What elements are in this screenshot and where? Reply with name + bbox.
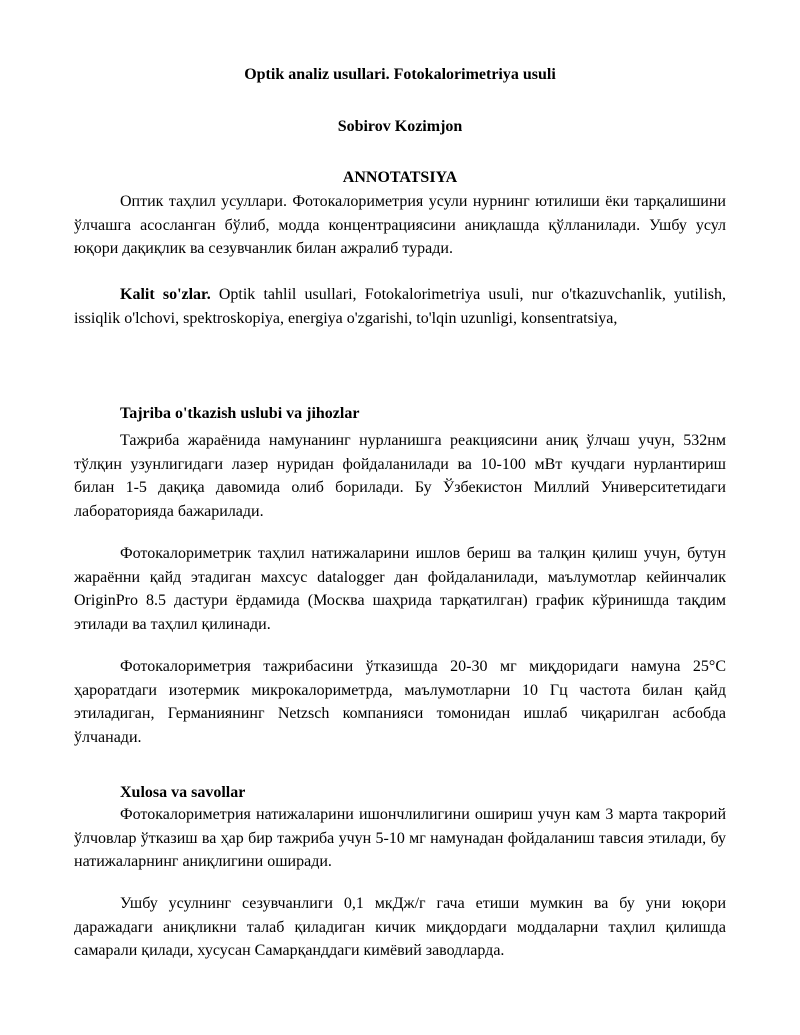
keywords-text [74, 283, 726, 330]
author-name: Sobirov Kozimjon [337, 118, 463, 135]
method-text-2: Фотокалориметрик таҳлил натижаларини ишлов бериш ва талқин қилиш учун, бутун жараённи қайд этадиган махсус datalogger дан фойдаланилади, маълумотлар кейинчалик OriginPro 8.5 дастури ёрдамида (Москва шаҳрида тарқатилган) график кўринишда тақдим этилади ва таҳлил қилинади. [74, 545, 726, 633]
method-text-1: Тажриба жараёнида намунанинг нурланишга реакциясини аниқ ўлчаш учун, 532нм тўлқин узунлигидаги лазер нуридан фойдаланилади ва 10-100 мВт кучдаги нурлантириш билан 1-5 дақиқа давомида олиб борилади. Бу Ўзбекистон Миллий Университетидаги лабораторияда бажарилади. [74, 432, 726, 520]
conclusion-paragraph-1 [74, 803, 726, 874]
keywords-label: Kalit so'zlar. [120, 286, 211, 303]
annotation-heading: ANNOTATSIYA [342, 169, 458, 186]
method-paragraph-2 [74, 542, 726, 636]
conclusion-heading: Xulosa va savollar [120, 784, 246, 801]
method-paragraph-1 [74, 429, 726, 523]
method-paragraph-3 [74, 655, 726, 749]
annotation-text: Оптик таҳлил усуллари. Фотокалориметрия усули нурнинг ютилиши ёки тарқалишини ўлчашга асосланган бўлиб, модда концентрациясини аниқлашда қўлланилади. Ушбу усул юқори дақиқлик ва сезувчанлик билан ажралиб туради. [74, 193, 726, 258]
method-heading: Tajriba o'tkazish uslubi va jihozlar [120, 405, 360, 422]
keywords-paragraph [74, 283, 726, 330]
conclusion-text-2: Ушбу усулнинг сезувчанлиги 0,1 мкДж/г гача етиши мумкин ва бу уни юқори даражадаги аниқликни талаб қиладиган кичик миқдордаги моддаларни таҳлил қилишда самарали қилади, хусусан Самарқанддаги кимёвий заводларда. [74, 895, 726, 960]
annotation-paragraph [74, 190, 726, 261]
conclusion-text-1: Фотокалориметрия натижаларини ишончлилигини ошириш учун кам 3 марта такрорий ўлчовлар ўтказиш ва ҳар бир тажриба учун 5-10 мг намунадан фойдаланиш тавсия этилади, бу натижаларнинг аниқлигини оширади. [74, 806, 726, 871]
keywords-list: Optik tahlil usullari, Fotokalorimetriya usuli, nur o'tkazuvchanlik, yutilish, issiqlik o'lchovi, spektroskopiya, energiya o'zgarishi, to'lqin uzunligi, konsentratsiya, [74, 286, 726, 327]
method-text-3: Фотокалориметрия тажрибасини ўтказишда 20-30 мг миқдоридаги намуна 25°C ҳароратдаги изотермик микрокалориметрда, маълумотларни 10 Гц частота билан қайд этиладиган, Германиянинг Netzsch компанияси томонидан ишлаб чиқарилган асбобда ўлчанади. [74, 658, 726, 746]
conclusion-paragraph-2 [74, 892, 726, 963]
document-title: Optik analiz usullari. Fotokalorimetriya usuli [244, 66, 556, 83]
